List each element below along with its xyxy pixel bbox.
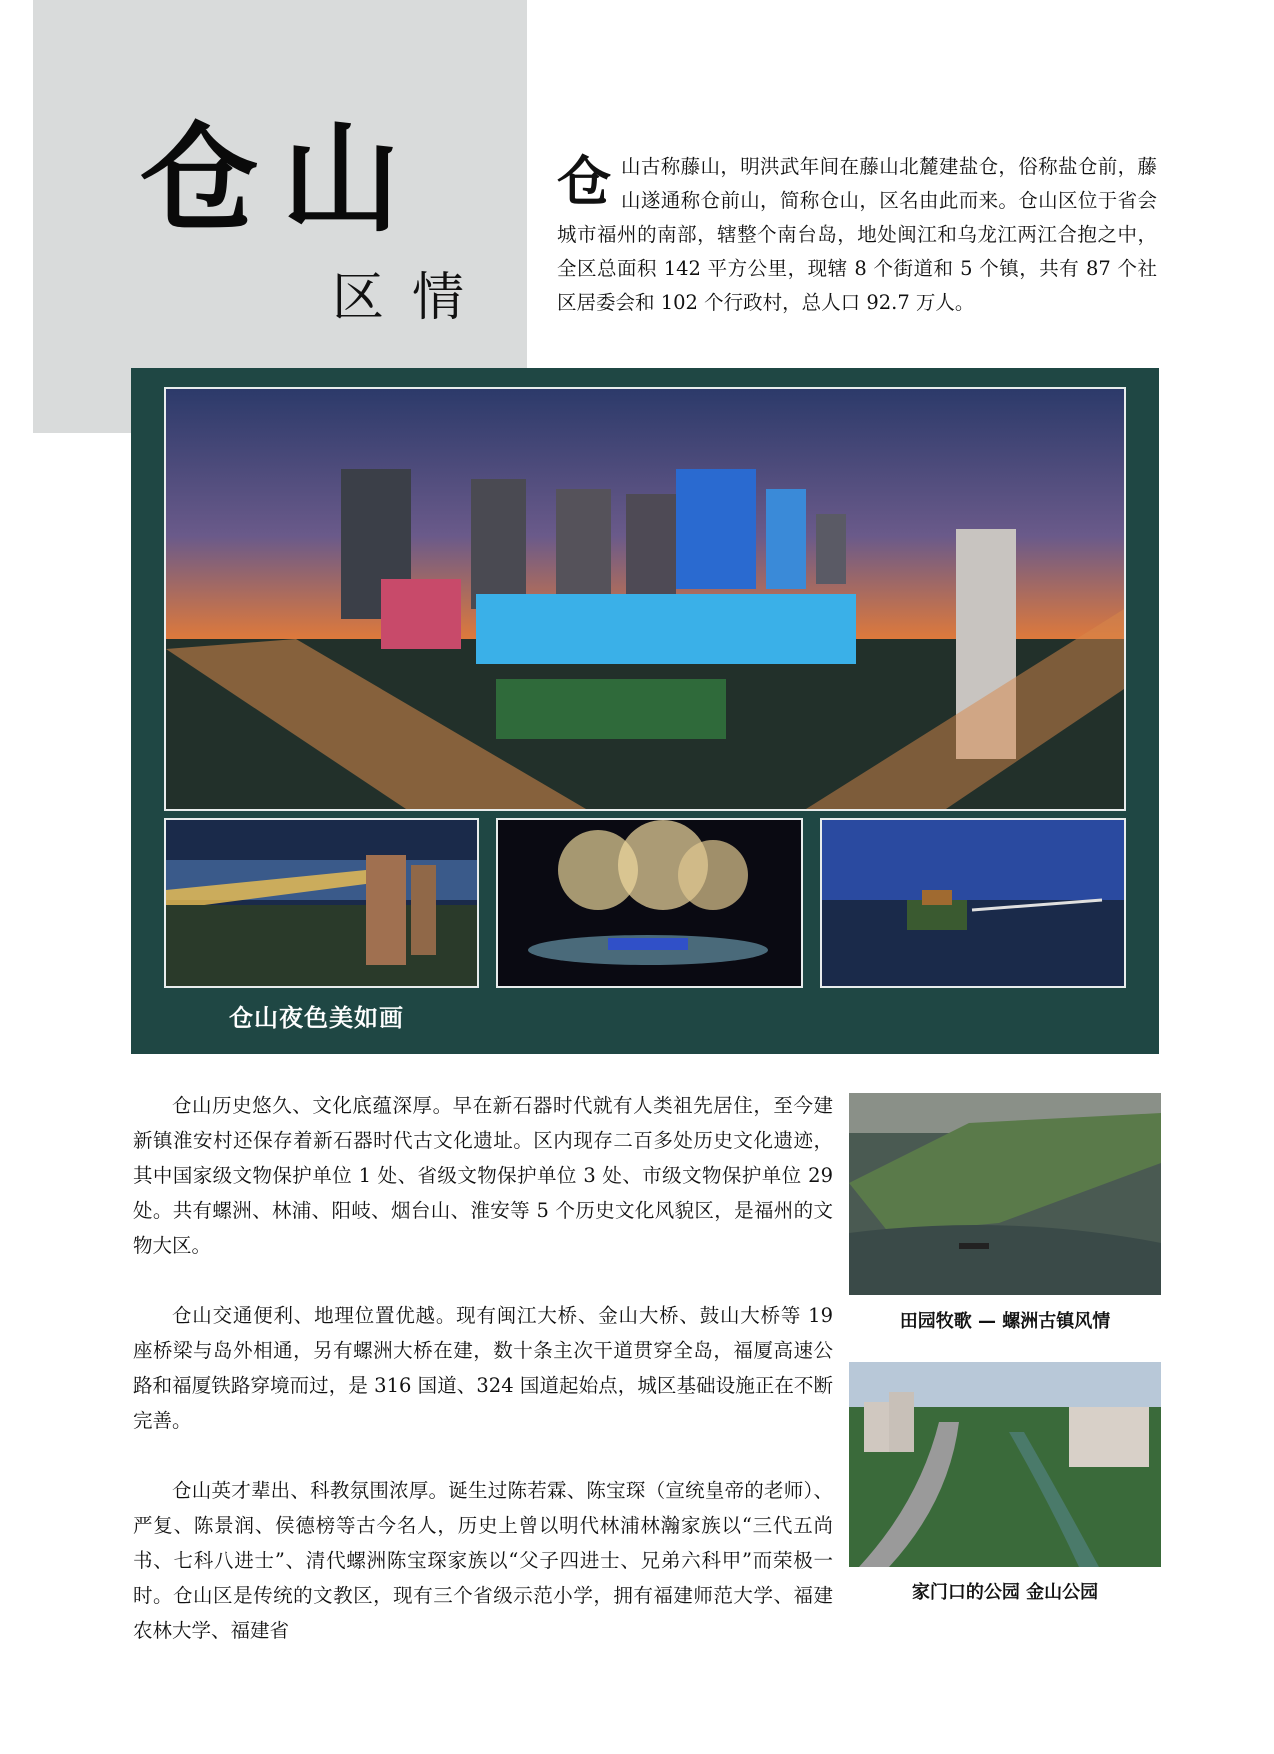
- bridge-night-photo: [164, 818, 479, 988]
- intro-text: 山古称藤山，明洪武年间在藤山北麓建盐仓，俗称盐仓前，藤山遂通称仓前山，简称仓山，区名由此而来。仓山区位于省会城市福州的南部，辖整个南台岛，地处闽江和乌龙江两江合抱之中，全区总面积 142 平方公里，现辖 8 个街道和 5 个镇，共有 87 个社区居委会和 102 个行政村，总人口 92.7 万人。: [557, 155, 1157, 314]
- paragraph-transport: 仓山交通便利、地理位置优越。现有闽江大桥、金山大桥、鼓山大桥等 19 座桥梁与岛外相通，另有螺洲大桥在建，数十条主次干道贯穿全岛，福厦高速公路和福厦铁路穿境而过，是 316 国道、324 国道起始点，城区基础设施正在不断完善。: [133, 1304, 833, 1432]
- island-pavilion-photo: [820, 818, 1126, 988]
- intro-paragraph: [557, 150, 1157, 320]
- jinshan-photo-caption: 家门口的公园 金山公园: [911, 1582, 1099, 1603]
- main-night-city-photo: [164, 387, 1126, 811]
- page-title: 仓山: [140, 109, 425, 248]
- paragraph-talent: 仓山英才辈出、科教氛围浓厚。诞生过陈若霖、陈宝琛（宣统皇帝的老师）、严复、陈景润、侯德榜等古今名人，历史上曾以明代林浦林瀚家族以“三代五尚书、七科八进士”、清代螺洲陈宝琛家族以“父子四进士、兄弟六科甲”而荣极一时。仓山区是传统的文教区，现有三个省级示范小学，拥有福建师范大学、福建农林大学、福建省: [133, 1479, 833, 1642]
- page-subtitle: 区情: [332, 268, 493, 328]
- luozhou-photo-caption: 田园牧歌 — 螺洲古镇风情: [899, 1311, 1111, 1332]
- fireworks-photo: [496, 818, 803, 988]
- jinshan-park-photo: [849, 1362, 1161, 1567]
- luozhou-aerial-photo: [849, 1093, 1161, 1295]
- photo-board-caption: 仓山夜色美如画: [229, 1004, 404, 1032]
- paragraph-history: 仓山历史悠久、文化底蕴深厚。早在新石器时代就有人类祖先居住，至今建新镇淮安村还保存着新石器时代古文化遗址。区内现存二百多处历史文化遗迹，其中国家级文物保护单位 1 处、省级文物保护单位 3 处、市级文物保护单位 29 处。共有螺洲、林浦、阳岐、烟台山、淮安等 5 个历史文化风貌区，是福州的文物大区。: [133, 1094, 833, 1257]
- intro-dropcap: 仓: [557, 149, 611, 213]
- body-text: [133, 1088, 833, 1683]
